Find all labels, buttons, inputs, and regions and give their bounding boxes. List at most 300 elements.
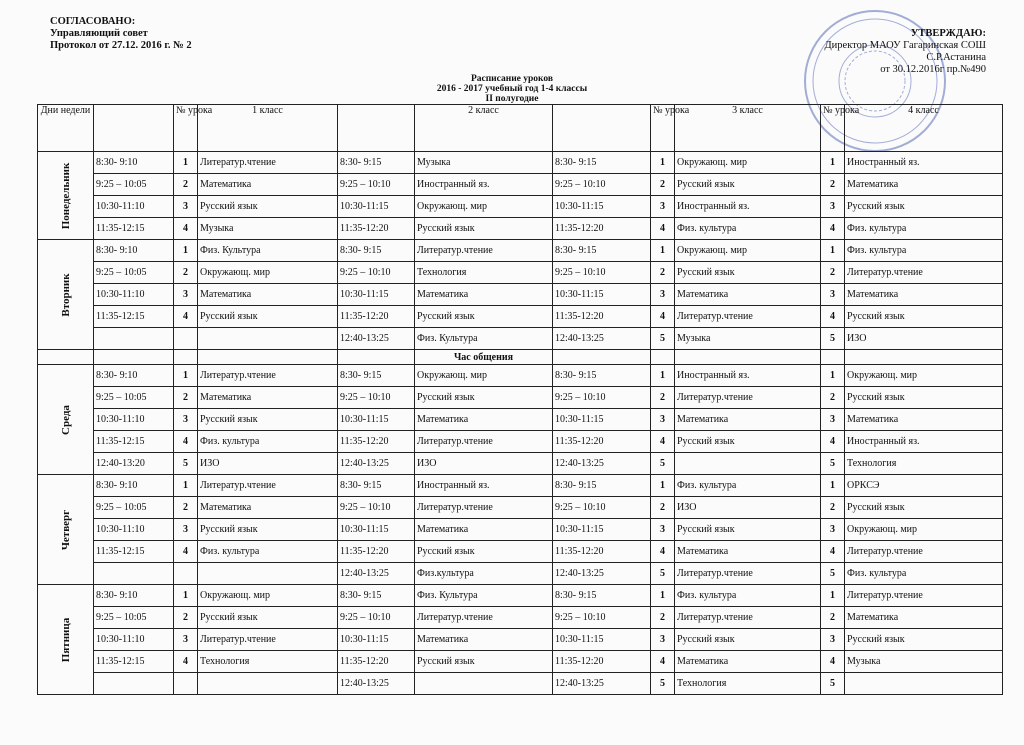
cell-t1: 11:35-12:15 [94,541,174,563]
cell-n3: 5 [651,328,675,350]
cell-s3: Иностранный яз. [675,196,821,218]
cell-s3: Русский язык [675,629,821,651]
cell-s2: Физ. Культура [415,328,553,350]
cell-n1: 3 [174,409,198,431]
col-class2: 2 класс [415,105,553,152]
separator-label: Час общения [415,350,553,365]
cell-t1: 11:35-12:15 [94,306,174,328]
cell-s1: Русский язык [198,196,338,218]
cell-s1: Музыка [198,218,338,240]
cell-t1: 11:35-12:15 [94,431,174,453]
cell-t2: 9:25 – 10:10 [338,497,415,519]
col-lesson-no-3: № урока [651,105,675,152]
cell-t2: 8:30- 9:15 [338,475,415,497]
cell-s1: Физ. Культура [198,240,338,262]
cell-n4: 3 [821,629,845,651]
cell-s4: Русский язык [845,497,1003,519]
cell-n3: 3 [651,196,675,218]
cell-t3: 10:30-11:15 [553,629,651,651]
cell-s1: Физ. культура [198,431,338,453]
cell-t2: 12:40-13:25 [338,673,415,695]
council-label: Управляющий совет [50,28,148,39]
table-row [38,328,1003,350]
table-row [38,218,1003,240]
cell-s1 [198,563,338,585]
cell-t1: 10:30-11:10 [94,196,174,218]
cell-s2: Русский язык [415,541,553,563]
table-row [38,475,1003,497]
table-row [38,409,1003,431]
cell-n1: 1 [174,585,198,607]
cell-t3: 9:25 – 10:10 [553,387,651,409]
cell-s2: Русский язык [415,651,553,673]
day-name: Понедельник [59,162,72,229]
cell-t2: 9:25 – 10:10 [338,387,415,409]
cell-t3: 9:25 – 10:10 [553,497,651,519]
cell-s4: Русский язык [845,306,1003,328]
cell-t1: 8:30- 9:10 [94,365,174,387]
cell-s4: Русский язык [845,629,1003,651]
cell-n3: 2 [651,174,675,196]
cell-n1: 2 [174,387,198,409]
cell-s4: Физ. культура [845,240,1003,262]
cell-s4: ОРКСЭ [845,475,1003,497]
cell-n3: 4 [651,306,675,328]
cell-s3: Окружающ. мир [675,152,821,174]
table-row [38,629,1003,651]
cell-t3: 10:30-11:15 [553,519,651,541]
cell-s4 [845,673,1003,695]
cell-t3: 9:25 – 10:10 [553,607,651,629]
cell-n4: 4 [821,218,845,240]
day-name: Среда [59,404,72,435]
cell-t1 [94,328,174,350]
cell-t2: 10:30-11:15 [338,519,415,541]
cell-t1 [94,563,174,585]
cell-n1: 2 [174,607,198,629]
cell-n4: 4 [821,306,845,328]
cell-n4: 4 [821,651,845,673]
cell-t2: 11:35-12:20 [338,541,415,563]
cell-s3: Литератур.чтение [675,563,821,585]
cell-s2: Технология [415,262,553,284]
cell-s2: Иностранный яз. [415,174,553,196]
cell-t2: 12:40-13:25 [338,328,415,350]
cell-n4: 1 [821,240,845,262]
cell-s4: Литератур.чтение [845,541,1003,563]
cell-s2: Литератур.чтение [415,607,553,629]
cell-t2: 11:35-12:20 [338,431,415,453]
cell-n4: 2 [821,174,845,196]
cell-s3: Физ. культура [675,475,821,497]
cell-t1: 8:30- 9:10 [94,152,174,174]
order-label: от 30.12.2016г пр.№490 [880,64,986,75]
cell-s2: Окружающ. мир [415,365,553,387]
cell-t2: 10:30-11:15 [338,196,415,218]
separator-row [38,350,1003,365]
col-class3: 3 класс [675,105,821,152]
cell-s2: Русский язык [415,387,553,409]
cell-s1: Литератур.чтение [198,365,338,387]
cell-s2: Русский язык [415,218,553,240]
table-row [38,519,1003,541]
cell-t1: 9:25 – 10:05 [94,262,174,284]
approval-block-left [50,16,192,52]
cell-t2: 9:25 – 10:10 [338,262,415,284]
cell-t3: 11:35-12:20 [553,651,651,673]
approved-label: СОГЛАСОВАНО: [50,16,136,27]
cell-n1: 1 [174,240,198,262]
cell-n1: 2 [174,174,198,196]
day-name: Вторник [59,272,72,317]
cell-s1: Литератур.чтение [198,629,338,651]
cell-n1: 4 [174,541,198,563]
cell-s3: Технология [675,673,821,695]
cell-t1: 8:30- 9:10 [94,585,174,607]
cell-s2: Музыка [415,152,553,174]
cell-s1: Русский язык [198,306,338,328]
cell-t1: 9:25 – 10:05 [94,387,174,409]
cell-t3: 11:35-12:20 [553,306,651,328]
cell-s3: Русский язык [675,519,821,541]
cell-t3: 8:30- 9:15 [553,365,651,387]
cell-s4: Математика [845,607,1003,629]
cell-s3 [675,453,821,475]
cell-n1: 2 [174,497,198,519]
cell-s1: Математика [198,387,338,409]
cell-t3: 12:40-13:25 [553,673,651,695]
cell-s3: Литератур.чтение [675,607,821,629]
cell-s1: Окружающ. мир [198,585,338,607]
cell-t3: 12:40-13:25 [553,328,651,350]
cell-n3: 3 [651,409,675,431]
cell-s2: Математика [415,519,553,541]
cell-s3: Физ. культура [675,585,821,607]
cell-n3: 3 [651,284,675,306]
cell-n1: 3 [174,519,198,541]
cell-s1 [198,328,338,350]
table-row [38,673,1003,695]
cell-n4: 5 [821,328,845,350]
cell-n3: 5 [651,673,675,695]
table-row [38,262,1003,284]
cell-t3: 8:30- 9:15 [553,240,651,262]
cell-s3: Русский язык [675,431,821,453]
schedule-table [37,104,1003,695]
cell-s2: Литератур.чтение [415,240,553,262]
cell-n4: 1 [821,585,845,607]
cell-s2: Математика [415,284,553,306]
cell-s4: Физ. культура [845,563,1003,585]
cell-t3: 12:40-13:25 [553,453,651,475]
cell-n4: 5 [821,453,845,475]
approve-title: УТВЕРЖДАЮ: [910,28,986,39]
cell-s1: Русский язык [198,409,338,431]
cell-n1: 4 [174,651,198,673]
cell-s2: Математика [415,629,553,651]
cell-n3: 1 [651,585,675,607]
table-row [38,431,1003,453]
cell-s1: Литератур.чтение [198,152,338,174]
cell-s1: ИЗО [198,453,338,475]
cell-n3: 1 [651,152,675,174]
cell-t3: 12:40-13:25 [553,563,651,585]
cell-s3: Музыка [675,328,821,350]
cell-s3: Литератур.чтение [675,306,821,328]
cell-n4: 4 [821,431,845,453]
cell-n4: 4 [821,541,845,563]
cell-s2: Математика [415,409,553,431]
cell-t3: 11:35-12:20 [553,541,651,563]
cell-s4: ИЗО [845,328,1003,350]
cell-n1: 3 [174,284,198,306]
cell-s3: Математика [675,541,821,563]
table-row [38,563,1003,585]
table-row [38,497,1003,519]
cell-n4: 1 [821,475,845,497]
header-row [38,105,1003,152]
cell-s4: Математика [845,409,1003,431]
cell-n3: 2 [651,387,675,409]
cell-t1: 9:25 – 10:05 [94,174,174,196]
cell-s2 [415,673,553,695]
cell-s4: Литератур.чтение [845,585,1003,607]
cell-n3: 1 [651,240,675,262]
cell-t1: 11:35-12:15 [94,651,174,673]
cell-t1: 9:25 – 10:05 [94,497,174,519]
cell-t3: 8:30- 9:15 [553,475,651,497]
cell-n1: 3 [174,629,198,651]
cell-n3: 1 [651,365,675,387]
cell-s1: Окружающ. мир [198,262,338,284]
cell-n3: 4 [651,651,675,673]
cell-t2: 10:30-11:15 [338,284,415,306]
director-label: Директор МАОУ Гагаринская СОШ [824,40,986,51]
cell-s4: Музыка [845,651,1003,673]
cell-s2: ИЗО [415,453,553,475]
table-row [38,240,1003,262]
day-cell [38,585,94,695]
cell-n1: 5 [174,453,198,475]
director-name: С.Р.Астанина [926,52,986,63]
cell-s3: Иностранный яз. [675,365,821,387]
cell-s4: Русский язык [845,196,1003,218]
cell-s3: Литератур.чтение [675,387,821,409]
cell-t3: 10:30-11:15 [553,284,651,306]
cell-n4: 2 [821,497,845,519]
cell-s1: Русский язык [198,607,338,629]
cell-s2: Физ. Культура [415,585,553,607]
cell-s3: ИЗО [675,497,821,519]
cell-t3: 11:35-12:20 [553,218,651,240]
title-line-1: Расписание уроков [470,74,554,84]
cell-n3: 1 [651,475,675,497]
table-row [38,387,1003,409]
cell-t2: 9:25 – 10:10 [338,174,415,196]
cell-s2: Окружающ. мир [415,196,553,218]
cell-n3: 4 [651,541,675,563]
col-lesson-no: № урока [174,105,198,152]
schedule-body [38,152,1003,695]
table-row [38,651,1003,673]
cell-t2: 8:30- 9:15 [338,585,415,607]
cell-n1 [174,673,198,695]
cell-s4: Математика [845,174,1003,196]
cell-n1: 1 [174,152,198,174]
cell-n3: 3 [651,629,675,651]
cell-n1 [174,328,198,350]
col-class4: 4 класс [845,105,1003,152]
cell-s4: Окружающ. мир [845,365,1003,387]
cell-s2: Русский язык [415,306,553,328]
cell-t3: 8:30- 9:15 [553,585,651,607]
cell-n1: 1 [174,365,198,387]
cell-s4: Физ. культура [845,218,1003,240]
cell-s4: Технология [845,453,1003,475]
title-line-3: II полугодие [485,94,539,104]
col-days: Дни недели [38,105,94,152]
day-cell [38,365,94,475]
cell-s4: Иностранный яз. [845,152,1003,174]
cell-t2: 9:25 – 10:10 [338,607,415,629]
cell-t1: 8:30- 9:10 [94,475,174,497]
cell-t3: 9:25 – 10:10 [553,174,651,196]
cell-n4: 5 [821,673,845,695]
table-row [38,585,1003,607]
cell-n1 [174,563,198,585]
cell-t2: 12:40-13:25 [338,453,415,475]
cell-t1: 11:35-12:15 [94,218,174,240]
cell-s2: Литератур.чтение [415,497,553,519]
cell-s1: Литератур.чтение [198,475,338,497]
cell-t2: 11:35-12:20 [338,651,415,673]
cell-s3: Русский язык [675,174,821,196]
cell-s1 [198,673,338,695]
cell-t1: 10:30-11:10 [94,519,174,541]
cell-n4: 5 [821,563,845,585]
cell-n3: 4 [651,218,675,240]
cell-t3: 9:25 – 10:10 [553,262,651,284]
cell-n4: 2 [821,387,845,409]
cell-n3: 2 [651,262,675,284]
cell-s4: Окружающ. мир [845,519,1003,541]
cell-s4: Литератур.чтение [845,262,1003,284]
cell-s2: Иностранный яз. [415,475,553,497]
day-name: Четверг [59,509,72,550]
cell-s1: Технология [198,651,338,673]
table-row [38,152,1003,174]
cell-n3: 5 [651,453,675,475]
cell-t2: 12:40-13:25 [338,563,415,585]
cell-n4: 3 [821,409,845,431]
cell-t1: 10:30-11:10 [94,409,174,431]
cell-t1: 9:25 – 10:05 [94,607,174,629]
cell-t3: 10:30-11:15 [553,409,651,431]
cell-t1: 12:40-13:20 [94,453,174,475]
cell-n1: 1 [174,475,198,497]
cell-t3: 11:35-12:20 [553,431,651,453]
cell-n1: 2 [174,262,198,284]
cell-n4: 2 [821,262,845,284]
cell-t3: 10:30-11:15 [553,196,651,218]
cell-n4: 3 [821,519,845,541]
day-cell [38,475,94,585]
table-row [38,541,1003,563]
cell-s1: Русский язык [198,519,338,541]
cell-n1: 3 [174,196,198,218]
day-cell [38,152,94,240]
cell-s4: Математика [845,284,1003,306]
table-row [38,607,1003,629]
cell-s4: Иностранный яз. [845,431,1003,453]
cell-t1: 8:30- 9:10 [94,240,174,262]
cell-s4: Русский язык [845,387,1003,409]
cell-n4: 2 [821,607,845,629]
cell-t2: 8:30- 9:15 [338,365,415,387]
cell-s3: Математика [675,651,821,673]
cell-n4: 1 [821,152,845,174]
title-line-2: 2016 - 2017 учебный год 1-4 классы [436,84,588,94]
col-class1: 1 класс [198,105,338,152]
cell-n3: 3 [651,519,675,541]
cell-t2: 11:35-12:20 [338,218,415,240]
table-row [38,196,1003,218]
approval-block-right [825,28,987,76]
document-title [0,74,1024,104]
cell-n1: 4 [174,306,198,328]
cell-s3: Русский язык [675,262,821,284]
cell-s1: Математика [198,497,338,519]
table-row [38,284,1003,306]
cell-n4: 3 [821,284,845,306]
cell-s3: Окружающ. мир [675,240,821,262]
cell-t2: 8:30- 9:15 [338,152,415,174]
cell-t2: 10:30-11:15 [338,629,415,651]
cell-t2: 11:35-12:20 [338,306,415,328]
cell-s1: Математика [198,174,338,196]
cell-s2: Физ.культура [415,563,553,585]
cell-s3: Математика [675,284,821,306]
cell-n4: 3 [821,196,845,218]
cell-n3: 5 [651,563,675,585]
table-row [38,174,1003,196]
cell-s1: Физ. культура [198,541,338,563]
cell-t1 [94,673,174,695]
col-lesson-no-4: № урока [821,105,845,152]
cell-n3: 2 [651,497,675,519]
table-row [38,365,1003,387]
table-row [38,453,1003,475]
day-name: Пятница [59,617,72,662]
cell-t2: 8:30- 9:15 [338,240,415,262]
cell-t1: 10:30-11:10 [94,284,174,306]
cell-n4: 1 [821,365,845,387]
cell-n1: 4 [174,431,198,453]
cell-s2: Литератур.чтение [415,431,553,453]
protocol-label: Протокол от 27.12. 2016 г. № 2 [50,40,192,51]
cell-n3: 4 [651,431,675,453]
day-cell [38,240,94,350]
cell-n3: 2 [651,607,675,629]
cell-n1: 4 [174,218,198,240]
table-row [38,306,1003,328]
cell-t2: 10:30-11:15 [338,409,415,431]
cell-s3: Математика [675,409,821,431]
cell-s3: Физ. культура [675,218,821,240]
cell-t1: 10:30-11:10 [94,629,174,651]
cell-t3: 8:30- 9:15 [553,152,651,174]
cell-s1: Математика [198,284,338,306]
